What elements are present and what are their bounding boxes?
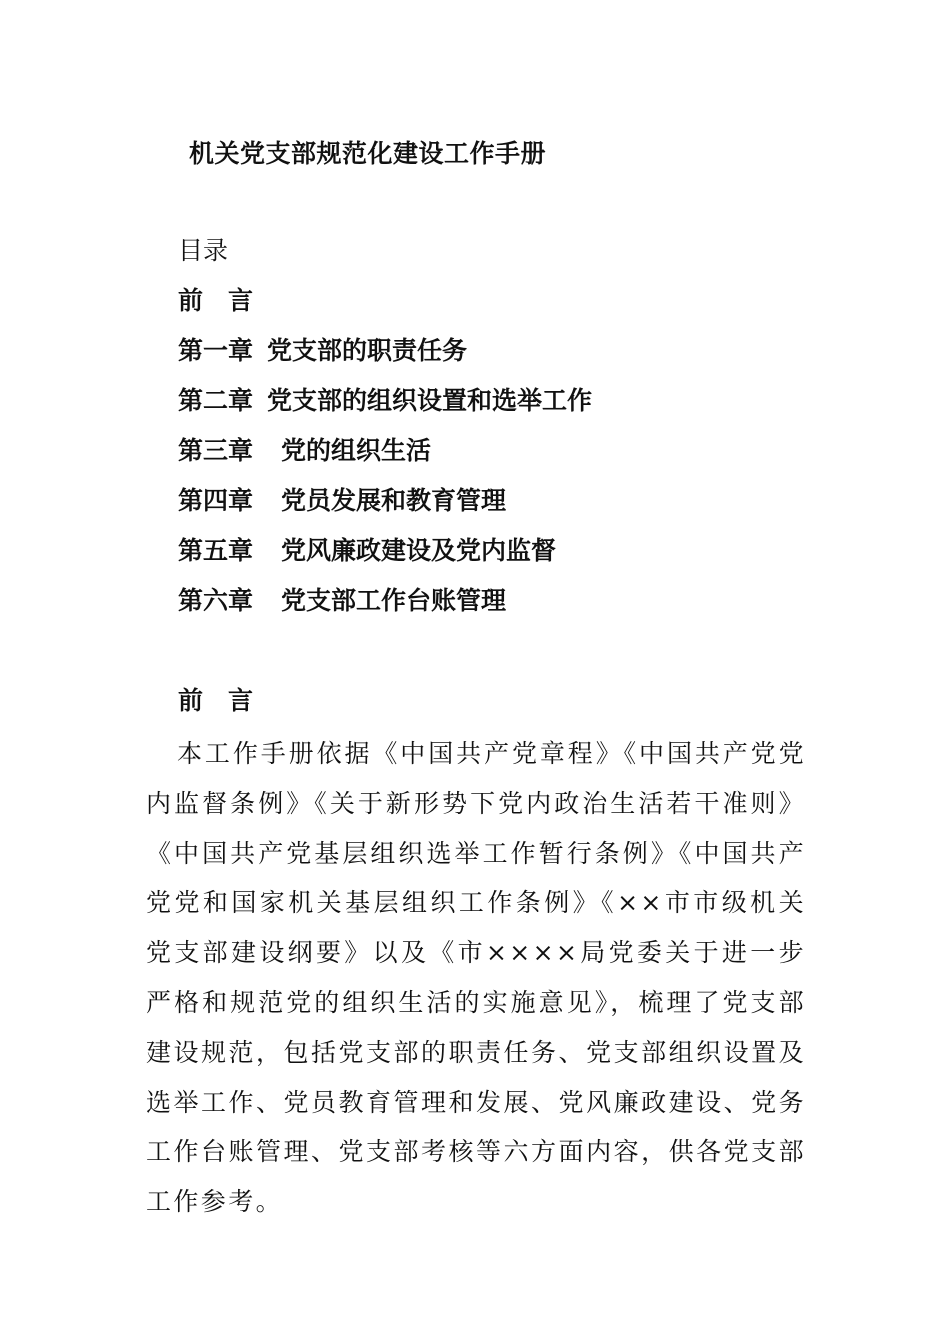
toc-chapter-number: 第一章	[178, 336, 254, 365]
toc-item-chapter-3	[178, 431, 592, 481]
table-of-contents	[178, 231, 592, 631]
toc-item-chapter-5	[178, 531, 592, 581]
preface-paragraph: 本工作手册依据《中国共产党章程》《中国共产党党内监督条例》《关于新形势下党内政治生活若干准则》《中国共产党基层组织选举工作暂行条例》《中国共产党党和国家机关基层组织工作条例》《××市市级机关党支部建设纲要》以及《市××××局党委关于进一步严格和规范党的组织生活的实施意见》，梳理了党支部建设规范，包括党支部的职责任务、党支部组织设置及选举工作、党员教育管理和发展、党风廉政建设、党务工作台账管理、党支部考核等六方面内容，供各党支部工作参考。	[146, 739, 806, 1217]
preface-heading: 前 言	[178, 686, 254, 715]
toc-item-preface	[178, 281, 592, 331]
toc-chapter-title: 党的组织生活	[281, 436, 432, 465]
toc-chapter-title: 党员发展和教育管理	[281, 486, 507, 515]
toc-chapter-title: 党支部工作台账管理	[281, 586, 507, 615]
toc-item-chapter-6	[178, 581, 592, 631]
toc-item-chapter-4	[178, 481, 592, 531]
toc-chapter-title: 党支部的组织设置和选举工作	[267, 386, 593, 415]
toc-preface-label: 前 言	[178, 286, 254, 315]
toc-chapter-number: 第五章	[178, 536, 254, 565]
toc-chapter-title: 党风廉政建设及党内监督	[281, 536, 557, 565]
toc-heading: 目录	[178, 236, 229, 265]
toc-chapter-title: 党支部的职责任务	[267, 336, 468, 365]
toc-chapter-number: 第四章	[178, 486, 254, 515]
toc-chapter-number: 第六章	[178, 586, 254, 615]
toc-chapter-number: 第三章	[178, 436, 254, 465]
toc-item-chapter-2	[178, 381, 592, 431]
toc-item-chapter-1	[178, 331, 592, 381]
document-title: 机关党支部规范化建设工作手册	[189, 139, 547, 168]
toc-chapter-number: 第二章	[178, 386, 254, 415]
